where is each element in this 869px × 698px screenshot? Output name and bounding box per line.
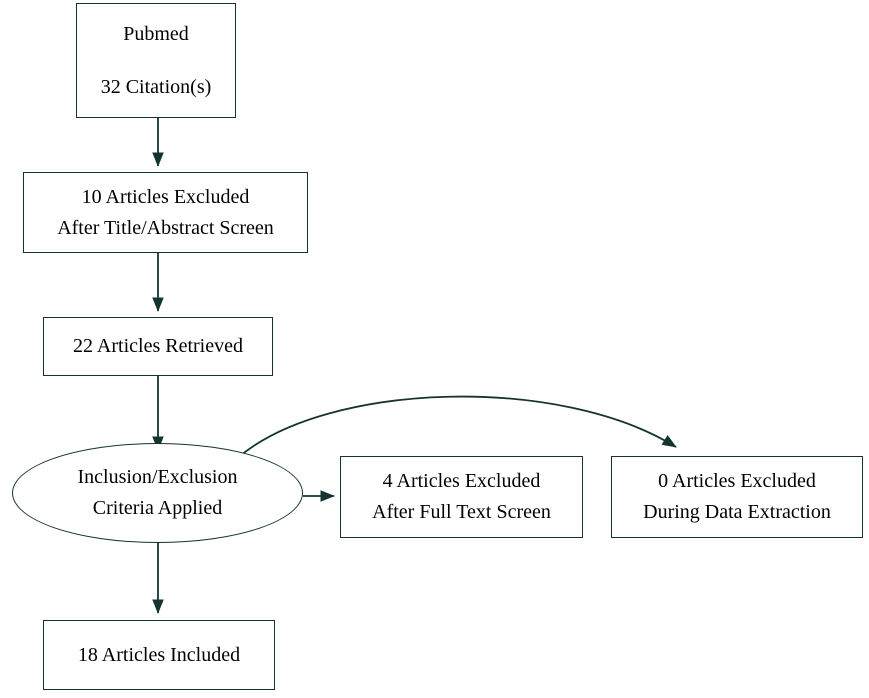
node-excluded-full-text-line-2: After Full Text Screen [372,501,551,523]
node-excluded-title-abstract-line-2: After Title/Abstract Screen [57,216,274,239]
node-excluded-full-text-line-1: 4 Articles Excluded [382,470,541,492]
node-excluded-title-abstract [23,172,308,253]
node-excluded-full-text [340,456,583,538]
node-excluded-data-extraction-line-2: During Data Extraction [643,501,831,523]
node-criteria-applied [12,443,303,543]
node-pubmed-line-2: 32 Citation(s) [100,75,212,98]
edge-criteria-applied-to-excluded-data-extraction [240,397,676,456]
node-excluded-data-extraction [611,456,863,538]
node-articles-included [43,620,275,690]
node-excluded-data-extraction-line-1: 0 Articles Excluded [658,470,816,492]
node-articles-retrieved [43,317,273,376]
node-articles-retrieved-line-1: 22 Articles Retrieved [73,335,243,357]
node-articles-included-line-1: 18 Articles Included [77,643,241,666]
node-pubmed [76,3,236,118]
node-criteria-applied-line-1: Inclusion/Exclusion [77,466,238,488]
node-excluded-title-abstract-line-1: 10 Articles Excluded [81,185,250,208]
node-pubmed-line-1: Pubmed [123,22,189,45]
node-criteria-applied-line-2: Criteria Applied [92,497,223,519]
